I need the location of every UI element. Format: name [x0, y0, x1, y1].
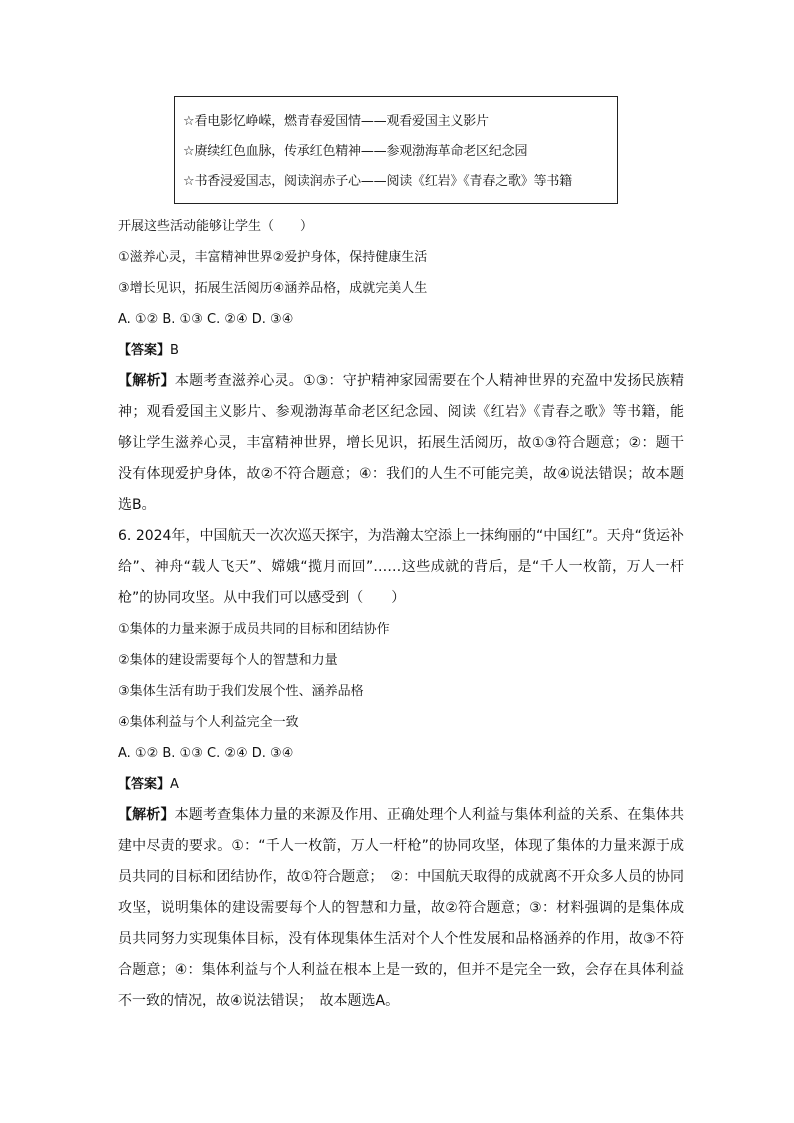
activity-line-3: ☆书香浸爱国志，阅读润赤子心——阅读《红岩》《青春之歌》等书籍 — [183, 174, 572, 189]
activity-line-1: ☆看电影忆峥嵘，燃青春爱国情——观看爱国主义影片 — [183, 114, 489, 129]
q6-option-3: ③集体生活有助于我们发展个性、涵养品格 — [118, 684, 364, 699]
q6-answer-value: A — [170, 777, 179, 792]
q6-answer-label: 【答案】 — [118, 777, 171, 792]
q5-analysis-text: 本题考查滋养心灵。①③：守护精神家园需要在个人精神世界的充盈中发扬民族精神；观看爱国主义影片、参观渤海革命老区纪念园、阅读《红岩》《青春之歌》等书籍，能够让学生滋养心灵，丰富精神世界，增长见识，拓展生活阅历，故①③符合题意；②：题干没有体现爱护身体，故②不符合题意；④：我们的人生不可能完美，故④说法错误；故本题选B。 — [118, 373, 685, 513]
q6-option-2: ②集体的建设需要每个人的智慧和力量 — [118, 653, 338, 668]
q5-stem: 开展这些活动能够让学生（ ） — [118, 219, 314, 234]
q5-answer-label: 【答案】 — [118, 343, 171, 358]
q5-choices: A. ①② B. ①③ C. ②④ D. ③④ — [118, 312, 294, 327]
q6-option-4: ④集体利益与个人利益完全一致 — [118, 715, 299, 730]
q5-analysis-label: 【解析】 — [118, 373, 175, 389]
q5-option-line-2: ③增长见识，拓展生活阅历④涵养品格，成就完美人生 — [118, 281, 428, 296]
q5-analysis — [118, 366, 684, 521]
document-content — [118, 211, 684, 1017]
q6-analysis — [118, 800, 684, 1017]
q6-answer — [118, 769, 684, 800]
q5-option-line-1: ①滋养心灵，丰富精神世界②爱护身体，保持健康生活 — [118, 250, 428, 265]
q6-stem: 6. 2024年，中国航天一次次巡天探宇，为浩瀚太空添上一抹绚丽的“中国红”。天舟“货运补给”、神舟“载人飞天”、嫦娥“揽月而回”……这些成就的背后，是“千人一枚箭，万人一杆枪”的协同攻坚。从中我们可以感受到（ ） — [118, 528, 684, 606]
activity-line-2: ☆赓续红色血脉，传承红色精神——参观渤海革命老区纪念园 — [183, 144, 528, 159]
q6-option-1: ①集体的力量来源于成员共同的目标和团结协作 — [118, 622, 390, 637]
activity-box — [174, 96, 618, 204]
q6-choices: A. ①② B. ①③ C. ②④ D. ③④ — [118, 746, 294, 761]
q6-analysis-text: 本题考查集体力量的来源及作用、正确处理个人利益与集体利益的关系、在集体共建中尽责的要求。①：“千人一枚箭，万人一杆枪”的协同攻坚，体现了集体的力量来源于成员共同的目标和团结协作，故①符合题意； ②：中国航天取得的成就离不开众多人员的协同攻坚，说明集体的建设需要每个人的智慧和力量，故②符合题意；③：材料强调的是集体成员共同努力实现集体目标，没有体现集体生活对个人个性发展和品格涵养的作用，故③不符合题意；④：集体利益与个人利益在根本上是一致的，但并不是完全一致，会存在具体利益不一致的情况，故④说法错误； 故本题选A。 — [118, 807, 685, 1009]
q6-analysis-label: 【解析】 — [118, 807, 175, 823]
q5-answer — [118, 335, 684, 366]
q5-answer-value: B — [170, 343, 179, 358]
